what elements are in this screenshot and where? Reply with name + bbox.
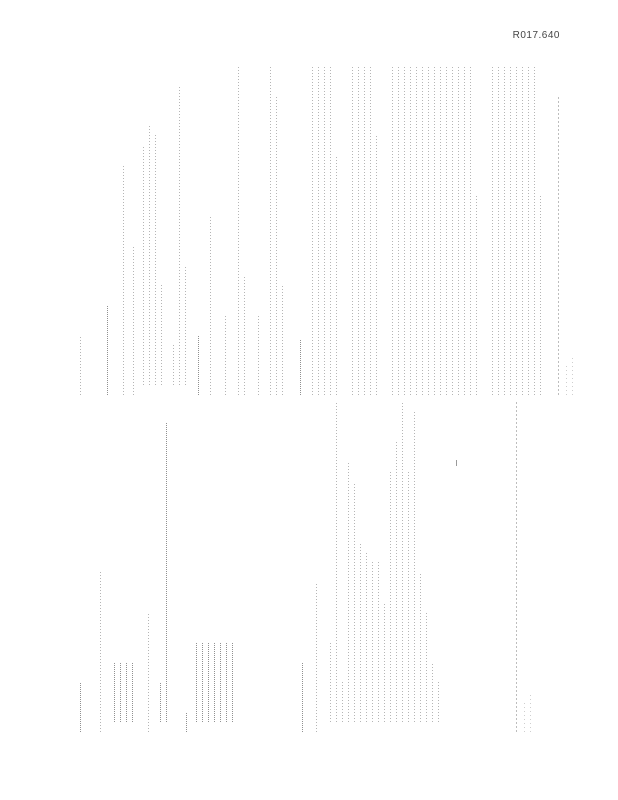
text-line (414, 412, 415, 722)
text-line (244, 275, 245, 395)
text-line (452, 65, 453, 395)
text-line (426, 612, 427, 722)
text-line (492, 65, 493, 395)
text-line (173, 345, 174, 385)
text-line (161, 285, 162, 385)
text-line (302, 662, 303, 732)
text-line (440, 65, 441, 395)
footer-line (524, 702, 525, 732)
text-line (534, 65, 535, 395)
footer-line (572, 355, 573, 395)
text-line (476, 195, 477, 395)
text-line (149, 125, 150, 385)
text-line (202, 642, 203, 722)
footer-line (566, 365, 567, 395)
text-line (516, 65, 517, 395)
text-line (390, 472, 391, 722)
text-line (196, 642, 197, 722)
text-line (336, 402, 337, 722)
text-line (366, 552, 367, 722)
text-line (238, 65, 239, 395)
text-line (404, 65, 405, 395)
text-line (324, 65, 325, 395)
text-line (276, 95, 277, 395)
text-line (160, 682, 161, 722)
text-line (185, 265, 186, 385)
text-line (220, 642, 221, 722)
text-line (100, 572, 101, 732)
text-line (360, 542, 361, 722)
text-line (208, 642, 209, 722)
text-line (358, 65, 359, 395)
text-line (528, 65, 529, 395)
text-line (330, 642, 331, 722)
text-line (80, 335, 81, 395)
text-line (370, 65, 371, 395)
text-line (432, 662, 433, 722)
text-line (155, 135, 156, 385)
text-line (336, 155, 337, 395)
text-line (186, 712, 187, 732)
text-line (428, 65, 429, 395)
text-line (420, 572, 421, 722)
footer-rule (558, 95, 559, 395)
text-line (392, 65, 393, 395)
text-line (114, 662, 115, 722)
text-line (148, 612, 149, 732)
text-line (270, 65, 271, 395)
text-line (364, 65, 365, 395)
text-line (282, 285, 283, 395)
text-line (300, 340, 301, 395)
text-line (354, 482, 355, 722)
text-line (348, 462, 349, 722)
text-line (258, 315, 259, 395)
text-line (123, 165, 124, 395)
footer-line (530, 692, 531, 732)
text-line (166, 422, 167, 722)
text-line (384, 602, 385, 722)
text-line (120, 662, 121, 722)
text-line (378, 562, 379, 722)
text-line (522, 65, 523, 395)
page-id: R017.640 (512, 30, 560, 41)
text-line (143, 145, 144, 385)
text-line (504, 65, 505, 395)
text-line (226, 642, 227, 722)
text-line (458, 65, 459, 395)
text-line (312, 65, 313, 395)
text-line (80, 682, 81, 732)
text-line (352, 65, 353, 395)
text-line (179, 85, 180, 385)
text-line (376, 135, 377, 395)
text-line (434, 65, 435, 395)
text-line (510, 65, 511, 395)
text-line (446, 65, 447, 395)
text-line (416, 65, 417, 395)
text-line (198, 335, 199, 395)
text-line (133, 245, 134, 395)
text-line (232, 642, 233, 722)
text-line (464, 65, 465, 395)
footer-rule (516, 402, 517, 732)
text-line (410, 65, 411, 395)
text-line (402, 402, 403, 722)
text-line (318, 65, 319, 395)
text-line (398, 65, 399, 395)
text-line (316, 582, 317, 732)
stray-mark (456, 460, 457, 466)
text-line (422, 65, 423, 395)
text-line (126, 662, 127, 722)
text-line (438, 682, 439, 722)
text-line (132, 662, 133, 722)
text-line (396, 442, 397, 722)
text-line (372, 562, 373, 722)
text-line (470, 65, 471, 395)
text-line (210, 215, 211, 395)
text-line (342, 682, 343, 722)
text-line (107, 305, 108, 395)
text-line (214, 642, 215, 722)
text-line (225, 315, 226, 395)
text-line (330, 65, 331, 395)
text-line (540, 195, 541, 395)
text-line (498, 65, 499, 395)
text-line (408, 472, 409, 722)
